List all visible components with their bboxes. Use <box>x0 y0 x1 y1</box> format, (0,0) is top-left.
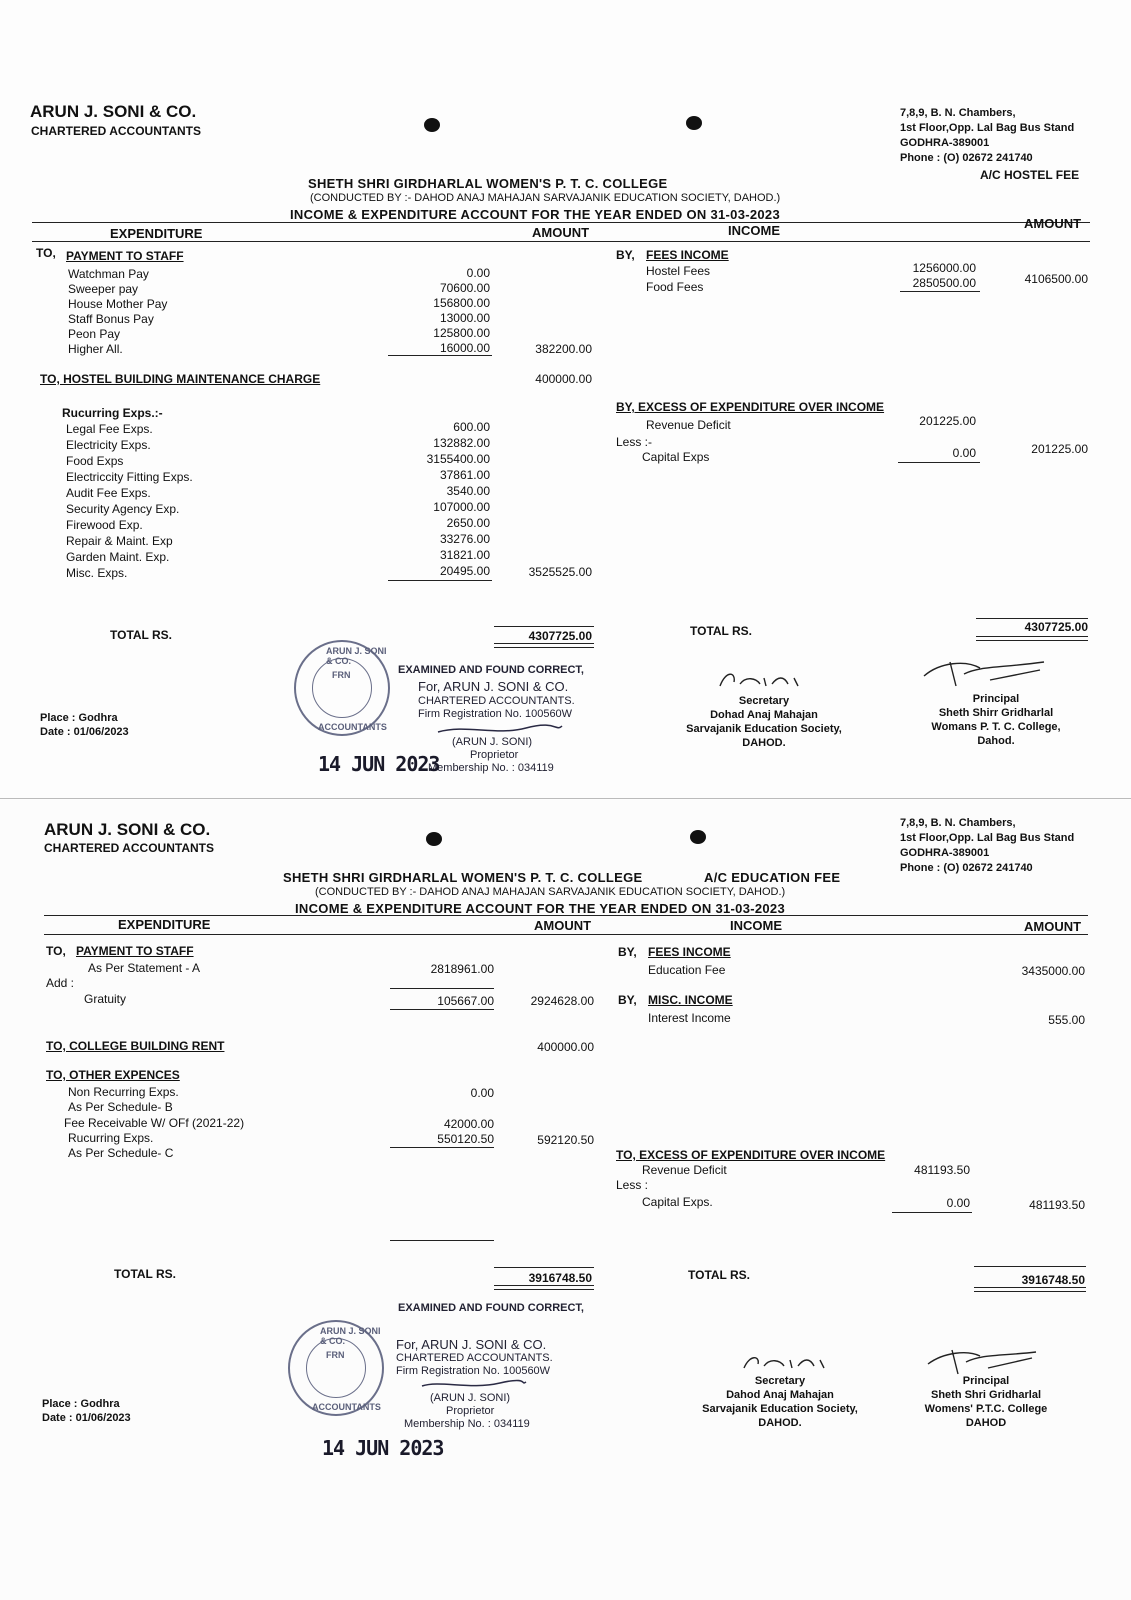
line-item-value: 125800.00 <box>433 326 490 340</box>
divider <box>32 241 1090 242</box>
address-line: 1st Floor,Opp. Lal Bag Bus Stand <box>900 122 1075 134</box>
total-value: 3916748.50 <box>528 1271 592 1285</box>
seal-inner-ring <box>306 1338 366 1398</box>
rent-value: 400000.00 <box>537 1040 594 1054</box>
line-item-label: Hostel Fees <box>646 264 711 278</box>
line-item-value: 70600.00 <box>439 281 490 295</box>
place: Place : Godhra <box>40 712 118 724</box>
line-item-label: Repair & Maint. Exp <box>66 534 173 548</box>
address-line: 7,8,9, B. N. Chambers, <box>900 817 1016 829</box>
subtotal-rule <box>898 462 980 463</box>
subtotal-rule <box>390 1147 494 1148</box>
signatory-line: Dahod. <box>977 735 1015 747</box>
schedule-b: As Per Schedule- B <box>68 1100 173 1114</box>
recurring-heading: Rucurring Exps.:- <box>62 406 163 420</box>
staff-heading: PAYMENT TO STAFF <box>76 944 194 958</box>
account-name: A/C EDUCATION FEE <box>704 870 841 885</box>
to-label: TO, <box>46 944 66 958</box>
address-line: 1st Floor,Opp. Lal Bag Bus Stand <box>900 832 1075 844</box>
excess-heading: BY, EXCESS OF EXPENDITURE OVER INCOME <box>616 400 885 414</box>
signatory-line: Sarvajanik Education Society, <box>702 1403 858 1415</box>
total-label: TOTAL RS. <box>114 1267 177 1281</box>
seal-bottom-text: ACCOUNTANTS <box>318 722 387 732</box>
account-title: INCOME & EXPENDITURE ACCOUNT FOR THE YEAR ENDED ON 31-03-2023 <box>290 207 780 222</box>
auditor-name: (ARUN J. SONI) <box>430 1392 511 1404</box>
line-item-label: Electricity Exps. <box>66 438 151 452</box>
misc-income-heading: MISC. INCOME <box>648 993 733 1007</box>
line-item-value: 3155400.00 <box>426 452 490 466</box>
capital-label: Capital Exps <box>642 450 710 464</box>
subtotal-rule <box>390 1240 494 1241</box>
seal-ring-text: ARUN J. SONI & CO. <box>320 1326 381 1346</box>
conducted-by: (CONDUCTED BY :- DAHOD ANAJ MAHAJAN SARVAJANIK EDUCATION SOCIETY, DAHOD.) <box>315 886 786 898</box>
signatory-line: Sarvajanik Education Society, <box>686 723 842 735</box>
line-item-value: 156800.00 <box>433 296 490 310</box>
signatory-line: Womens' P.T.C. College <box>924 1403 1048 1415</box>
line-item-label: Security Agency Exp. <box>66 502 180 516</box>
punch-hole-icon <box>426 832 442 846</box>
line-item-value: 3540.00 <box>446 484 490 498</box>
membership-no: Membership No. : 034119 <box>404 1418 530 1430</box>
subtotal-rule <box>900 291 980 292</box>
line-item-value: 2650.00 <box>446 516 490 530</box>
by-label: BY, <box>618 993 637 1007</box>
punch-hole-icon <box>690 830 706 844</box>
place: Place : Godhra <box>42 1398 120 1410</box>
seal-ring-text: ARUN J. SONI & CO. <box>326 646 387 666</box>
seal-inner-ring <box>312 658 372 718</box>
fees-total: 4106500.00 <box>1024 272 1088 286</box>
secretary-signature <box>740 1352 840 1374</box>
firm-subtitle: CHARTERED ACCOUNTANTS <box>44 841 214 855</box>
recurring-value: 550120.50 <box>437 1132 494 1146</box>
firm-seal <box>288 1320 384 1416</box>
page-separator <box>0 798 1131 799</box>
capital-label: Capital Exps. <box>642 1195 713 1209</box>
line-item-label: Audit Fee Exps. <box>66 486 151 500</box>
signatory-line: Principal <box>962 1375 1010 1387</box>
college-name: SHETH SHRI GIRDHARLAL WOMEN'S P. T. C. COLLEGE <box>283 870 643 885</box>
line-item-value: 31821.00 <box>439 548 490 562</box>
interest-label: Interest Income <box>648 1011 731 1025</box>
subtotal-rule <box>892 1212 972 1213</box>
date: Date : 01/06/2023 <box>40 726 129 738</box>
line-item-label: Electriccity Fitting Exps. <box>66 470 193 484</box>
principal-signature <box>920 656 1050 690</box>
line-item-label: Watchman Pay <box>68 267 149 281</box>
education-fee-value: 3435000.00 <box>1021 964 1085 978</box>
address-line: Phone : (O) 02672 241740 <box>900 862 1033 874</box>
line-item-value: 16000.00 <box>439 341 490 355</box>
signatory-line: Secretary <box>754 1375 806 1387</box>
total-value: 3916748.50 <box>1021 1273 1085 1287</box>
address-line: Phone : (O) 02672 241740 <box>900 152 1033 164</box>
firm-seal <box>294 640 390 736</box>
expenditure-header: EXPENDITURE <box>118 917 211 932</box>
line-item-value: 1256000.00 <box>912 261 976 275</box>
total-label: TOTAL RS. <box>688 1268 751 1282</box>
revenue-deficit-label: Revenue Deficit <box>646 418 731 432</box>
total-double-rule <box>494 643 594 648</box>
by-label: BY, <box>618 945 637 959</box>
revenue-deficit-label: Revenue Deficit <box>642 1163 727 1177</box>
firm-address <box>900 816 1074 876</box>
total-label: TOTAL RS. <box>690 624 753 638</box>
line-item-value: 0.00 <box>466 266 490 280</box>
seal-frn: FRN <box>332 670 351 680</box>
line-item-value: 33276.00 <box>439 532 490 546</box>
staff-total: 382200.00 <box>535 342 592 356</box>
recurring-values <box>380 419 490 579</box>
for-firm: For, ARUN J. SONI & CO. <box>396 1337 547 1352</box>
account-title: INCOME & EXPENDITURE ACCOUNT FOR THE YEAR ENDED ON 31-03-2023 <box>295 901 785 916</box>
address-line: GODHRA-389001 <box>900 847 990 859</box>
for-firm: For, ARUN J. SONI & CO. <box>418 679 569 694</box>
maintenance-label: TO, HOSTEL BUILDING MAINTENANCE CHARGE <box>40 372 321 386</box>
punch-hole-icon <box>686 116 702 130</box>
fees-income-heading: FEES INCOME <box>648 945 731 959</box>
by-label: BY, <box>616 248 635 262</box>
divider <box>44 915 1088 916</box>
rent-label: TO, COLLEGE BUILDING RENT <box>46 1039 225 1053</box>
fee-writeoff-label: Fee Receivable W/ OFf (2021-22) <box>64 1116 245 1130</box>
line-item-label: Food Exps <box>66 454 124 468</box>
firm-registration: Firm Registration No. 100560W <box>396 1365 551 1377</box>
nonrecurring-label: Non Recurring Exps. <box>68 1085 179 1099</box>
nonrecurring-value: 0.00 <box>470 1086 494 1100</box>
line-item-label: Higher All. <box>68 342 123 356</box>
schedule-c: As Per Schedule- C <box>68 1146 174 1160</box>
fee-writeoff-value: 42000.00 <box>443 1117 494 1131</box>
income-header: INCOME <box>728 223 780 238</box>
ca-label: CHARTERED ACCOUNTANTS. <box>396 1352 553 1364</box>
signatory-line: Sheth Shri Gridharlal <box>930 1389 1042 1401</box>
staff-total: 2924628.00 <box>530 994 594 1008</box>
line-item-label: Staff Bonus Pay <box>68 312 154 326</box>
total-double-rule <box>976 636 1088 641</box>
statement-value: 2818961.00 <box>430 962 494 976</box>
principal-block <box>896 692 1096 748</box>
line-item-label: House Mother Pay <box>68 297 168 311</box>
signatory-line: Principal <box>972 693 1020 705</box>
staff-values <box>380 266 490 356</box>
firm-name: ARUN J. SONI & CO. <box>30 102 197 121</box>
auditor-role: Proprietor <box>470 749 519 761</box>
date-stamp: 14 JUN 2023 <box>318 752 440 776</box>
expenditure-header: EXPENDITURE <box>110 226 203 241</box>
income-header: INCOME <box>730 918 782 933</box>
add-label: Add : <box>46 976 75 990</box>
examined-note: EXAMINED AND FOUND CORRECT, <box>398 1302 584 1314</box>
signatory-line: Womans P. T. C. College, <box>931 721 1061 733</box>
line-item-value: 20495.00 <box>439 564 490 578</box>
total-rule <box>494 626 594 627</box>
capital-value: 0.00 <box>946 1196 970 1210</box>
date-stamp: 14 JUN 2023 <box>322 1436 444 1460</box>
excess-total: 201225.00 <box>1031 442 1088 456</box>
date: Date : 01/06/2023 <box>42 1412 131 1424</box>
firm-address <box>900 106 1074 166</box>
principal-block <box>886 1374 1086 1430</box>
line-item-value: 2850500.00 <box>912 276 976 290</box>
capital-value: 0.00 <box>952 446 976 460</box>
line-item-value: 37861.00 <box>439 468 490 482</box>
line-item-label: Garden Maint. Exp. <box>66 550 170 564</box>
recurring-total: 3525525.00 <box>528 565 592 579</box>
less-label: Less : <box>616 1178 649 1192</box>
line-item-value: 132882.00 <box>433 436 490 450</box>
divider <box>44 934 1088 935</box>
signatory-line: DAHOD <box>965 1417 1007 1429</box>
college-name: SHETH SHRI GIRDHARLAL WOMEN'S P. T. C. COLLEGE <box>308 176 668 191</box>
line-item-label: Sweeper pay <box>68 282 139 296</box>
line-item-label: Food Fees <box>646 280 704 294</box>
statement-label: As Per Statement - A <box>88 961 201 975</box>
conducted-by: (CONDUCTED BY :- DAHOD ANAJ MAHAJAN SARVAJANIK EDUCATION SOCIETY, DAHOD.) <box>310 192 781 204</box>
secretary-signature <box>716 668 816 692</box>
interest-value: 555.00 <box>1048 1013 1085 1027</box>
maintenance-value: 400000.00 <box>535 372 592 386</box>
other-expenses-heading: TO, OTHER EXPENCES <box>46 1068 180 1082</box>
auditor-signature <box>420 1378 530 1392</box>
fees-income-heading: FEES INCOME <box>646 248 729 262</box>
other-total: 592120.50 <box>537 1133 594 1147</box>
signatory-line: DAHOD. <box>758 1417 802 1429</box>
amount-header: AMOUNT <box>532 225 590 240</box>
subtotal-rule <box>388 580 492 581</box>
line-item-label: Peon Pay <box>68 327 121 341</box>
amount-header: AMOUNT <box>1024 216 1082 231</box>
excess-heading: TO, EXCESS OF EXPENDITURE OVER INCOME <box>616 1148 886 1162</box>
revenue-deficit-value: 201225.00 <box>919 414 976 428</box>
secretary-block <box>680 1374 880 1430</box>
staff-labels <box>68 267 167 357</box>
staff-heading: PAYMENT TO STAFF <box>66 249 184 263</box>
punch-hole-icon <box>424 118 440 132</box>
auditor-role: Proprietor <box>446 1405 495 1417</box>
ca-label: CHARTERED ACCOUNTANTS. <box>418 695 575 707</box>
total-value: 4307725.00 <box>1024 620 1088 634</box>
examined-note: EXAMINED AND FOUND CORRECT, <box>398 664 584 676</box>
total-double-rule <box>974 1287 1086 1292</box>
total-rule <box>494 1267 594 1268</box>
total-double-rule <box>494 1285 594 1290</box>
recurring-labels <box>66 421 193 581</box>
divider <box>32 222 1090 223</box>
subtotal-rule <box>388 355 492 356</box>
principal-signature <box>924 1346 1040 1376</box>
address-line: 7,8,9, B. N. Chambers, <box>900 107 1016 119</box>
subtotal-rule <box>390 1009 494 1010</box>
amount-header: AMOUNT <box>534 918 592 933</box>
membership-no: Membership No. : 034119 <box>428 762 554 774</box>
line-item-value: 107000.00 <box>433 500 490 514</box>
line-item-label: Firewood Exp. <box>66 518 143 532</box>
gratuity-label: Gratuity <box>84 992 127 1006</box>
signatory-line: Sheth Shirr Gridharlal <box>938 707 1054 719</box>
amount-header: AMOUNT <box>1024 919 1082 934</box>
firm-subtitle: CHARTERED ACCOUNTANTS <box>31 124 201 138</box>
signatory-line: Dahod Anaj Mahajan <box>726 1389 834 1401</box>
seal-frn: FRN <box>326 1350 345 1360</box>
total-rule <box>974 1266 1086 1267</box>
line-item-value: 13000.00 <box>439 311 490 325</box>
line-item-label: Misc. Exps. <box>66 566 128 580</box>
account-name: A/C HOSTEL FEE <box>980 168 1080 182</box>
seal-bottom-text: ACCOUNTANTS <box>312 1402 381 1412</box>
to-label: TO, <box>36 246 56 260</box>
recurring-label: Rucurring Exps. <box>68 1131 154 1145</box>
education-fee-label: Education Fee <box>648 963 726 977</box>
secretary-block <box>664 694 864 750</box>
total-value: 4307725.00 <box>528 629 592 643</box>
signatory-line: Dohad Anaj Mahajan <box>710 709 818 721</box>
revenue-deficit-value: 481193.50 <box>914 1163 970 1177</box>
address-line: GODHRA-389001 <box>900 137 990 149</box>
less-label: Less :- <box>616 435 653 449</box>
total-rule <box>976 618 1088 619</box>
total-label: TOTAL RS. <box>110 628 173 642</box>
subtotal-rule <box>390 988 494 989</box>
firm-registration: Firm Registration No. 100560W <box>418 708 573 720</box>
gratuity-value: 105667.00 <box>437 994 494 1008</box>
signatory-line: DAHOD. <box>742 737 786 749</box>
firm-name: ARUN J. SONI & CO. <box>44 820 211 839</box>
auditor-name: (ARUN J. SONI) <box>452 736 533 748</box>
signatory-line: Secretary <box>738 695 790 707</box>
line-item-label: Legal Fee Exps. <box>66 422 153 436</box>
education-fee-statement <box>0 800 1131 1600</box>
excess-total: 481193.50 <box>1029 1198 1085 1212</box>
line-item-value: 600.00 <box>453 420 490 434</box>
